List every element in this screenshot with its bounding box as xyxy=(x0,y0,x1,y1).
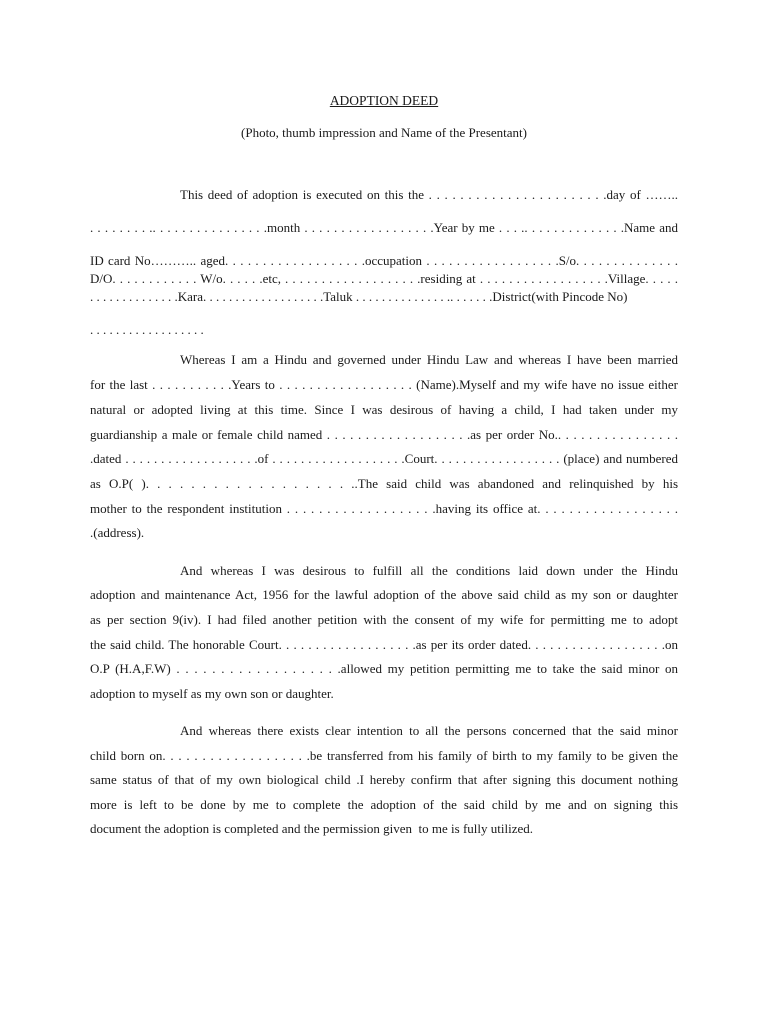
block1-line: . . . . . . . . . . . . . .Kara. . . . . . . . . . . . . . . . . . .Taluk . . . . . . . . . . . . . . .. . . . . . .District(with Pincode No) xyxy=(90,289,628,304)
block3-line: O.P (H.A,F.W) . . . . . . . . . . . . . . . . . . .allowed my petition permitting me to take the said minor on xyxy=(90,661,678,676)
block2-line: .dated . . . . . . . . . . . . . . . . . . .of . . . . . . . . . . . . . . . . . . .Court. . . . . . . . . . . . . . . . . . (place) and numbered xyxy=(90,451,678,466)
block1-line: . . . . . . . . .. . . . . . . . . . . . . . . .month . . . . . . . . . . . . . . . . . .Year by me . . . .. . . . . . . . . . . . . .Name and xyxy=(90,220,678,235)
block3-line: the said child. The honorable Court. . . . . . . . . . . . . . . . . . .as per its order dated. . . . . . . . . . . . . . . . . . .on xyxy=(90,637,678,652)
block2-line: Whereas I am a Hindu and governed under Hindu Law and whereas I have been married xyxy=(180,352,678,367)
block3-line: And whereas I was desirous to fulfill all the conditions laid down under the Hindu xyxy=(180,563,678,578)
document-title: ADOPTION DEED xyxy=(329,93,439,108)
block1-line: This deed of adoption is executed on this the . . . . . . . . . . . . . . . . . . . . . . .day of …….. xyxy=(180,187,678,202)
block2-line: guardianship a male or female child named . . . . . . . . . . . . . . . . . . .as per order No.. . . . . . . . . . . . . . . . xyxy=(90,427,678,442)
block4-line: more is left to be done by me to complete the adoption of the said child by me and on signing this xyxy=(90,797,678,812)
document-subtitle: (Photo, thumb impression and Name of the Presentant) xyxy=(241,125,527,140)
block3-line: adoption and maintenance Act, 1956 for the lawful adoption of the above said child as my son or daughter xyxy=(90,587,678,602)
block1-line: . . . . . . . . . . . . . . . . . . xyxy=(90,322,204,337)
block4-line: document the adoption is completed and the permission given to me is fully utilized. xyxy=(90,821,533,836)
block4-line: child born on. . . . . . . . . . . . . . . . . . .be transferred from his family of birth to my family to be given the xyxy=(90,748,678,763)
block1-line: D/O. . . . . . . . . . . . W/o. . . . . .etc, . . . . . . . . . . . . . . . . . . .residing at . . . . . . . . . . . . . . . . . .Village. . . . . xyxy=(90,271,678,286)
block2-line: .(address). xyxy=(90,525,145,540)
block3-line: as per section 9(iv). I had filed another petition with the consent of my wife for permitting me to adopt xyxy=(90,612,678,627)
block3-line: adoption to myself as my own son or daughter. xyxy=(90,686,334,701)
block1-line: ID card No……….. aged. . . . . . . . . . . . . . . . . . .occupation . . . . . . . . . . . . . . . . . .S/o. . . . . . . . . . . . . . xyxy=(90,253,678,268)
block2-line: natural or adopted living at this time. Since I was desirous of having a child, I had taken under my xyxy=(90,402,678,417)
block4-line: same status of that of my own biological child .I hereby confirm that after signing this document nothing xyxy=(90,772,678,787)
block2-line: for the last . . . . . . . . . . .Years to . . . . . . . . . . . . . . . . . . (Name).Myself and my wife have no issue either xyxy=(90,377,678,392)
block4-line: And whereas there exists clear intention to all the persons concerned that the said minor xyxy=(180,723,678,738)
block2-line: as O.P( ). . . . . . . . . . . . . . . . . . ..The said child was abandoned and relinquished by his xyxy=(90,476,678,491)
block2-line: mother to the respondent institution . . . . . . . . . . . . . . . . . . .having its office at. . . . . . . . . . . . . . . . . . xyxy=(90,501,678,516)
